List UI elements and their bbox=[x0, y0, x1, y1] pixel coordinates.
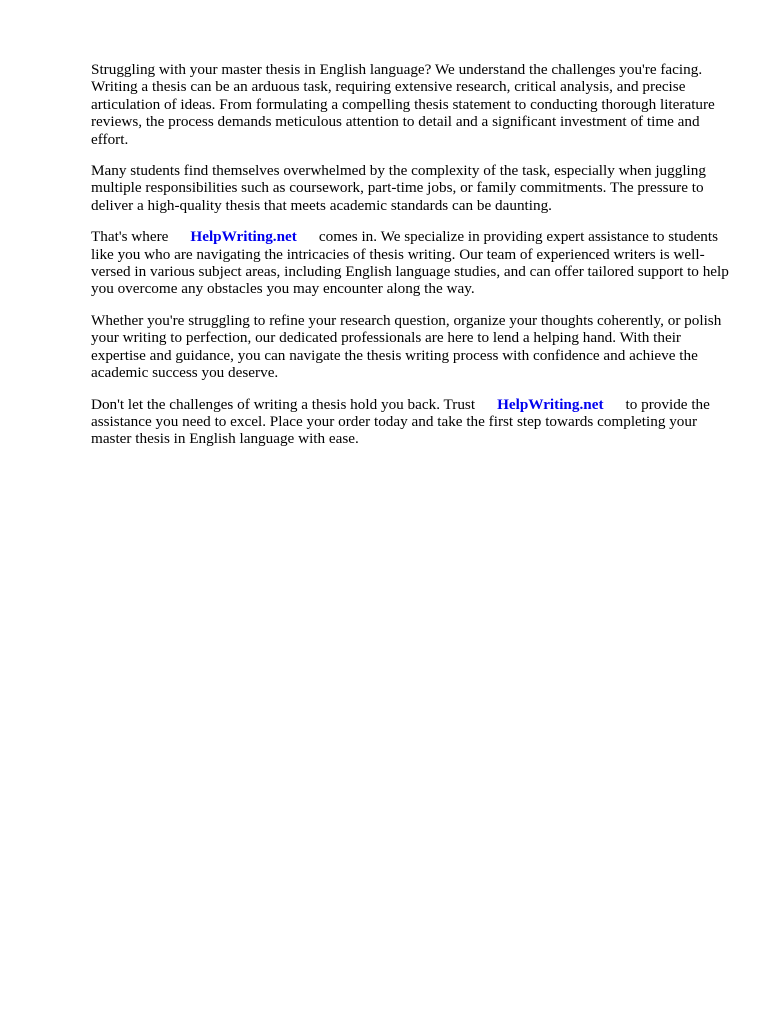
paragraph-text-after-link: to provide the assistance you need to excel. Place your order today and take the first step towards completing your master thesis in English language with ease. bbox=[91, 395, 710, 448]
document-page bbox=[91, 61, 731, 462]
helpwriting-link[interactable]: HelpWriting.net bbox=[190, 228, 297, 246]
paragraph-text-after-link: comes in. We specialize in providing expert assistance to students like you who are navigating the intricacies of thesis writing. Our team of experienced writers is well-versed in various subject areas, including English language studies, and can offer tailored support to help you overcome any obstacles you may encounter along the way. bbox=[91, 228, 729, 298]
paragraph-whether: Whether you're struggling to refine your research question, organize your thoughts coherently, or polish your writing to perfection, our dedicated professionals are here to lend a helping hand. With their expertise and guidance, you can navigate the thesis writing process with confidence and achieve the academic success you deserve. bbox=[91, 311, 722, 382]
paragraph-text-before-link: Don't let the challenges of writing a thesis hold you back. Trust bbox=[91, 395, 476, 413]
paragraph-intro: Struggling with your master thesis in English language? We understand the challenges you're facing. Writing a thesis can be an arduous task, requiring extensive research, critical analysis, and precise articulation of ideas. From formulating a compelling thesis statement to conducting thorough literature reviews, the process demands meticulous attention to detail and a significant investment of time and effort. bbox=[91, 61, 715, 148]
paragraph-text-before-link: That's where bbox=[91, 228, 169, 246]
paragraph-students: Many students find themselves overwhelmed by the complexity of the task, especially when juggling multiple responsibilities such as coursework, part-time jobs, or family commitments. The pressure to deliver a high-quality thesis that meets academic standards can be daunting. bbox=[91, 162, 706, 214]
helpwriting-link[interactable]: HelpWriting.net bbox=[497, 395, 604, 413]
paragraph-closing bbox=[91, 396, 731, 448]
paragraph-thats-where bbox=[91, 228, 731, 298]
